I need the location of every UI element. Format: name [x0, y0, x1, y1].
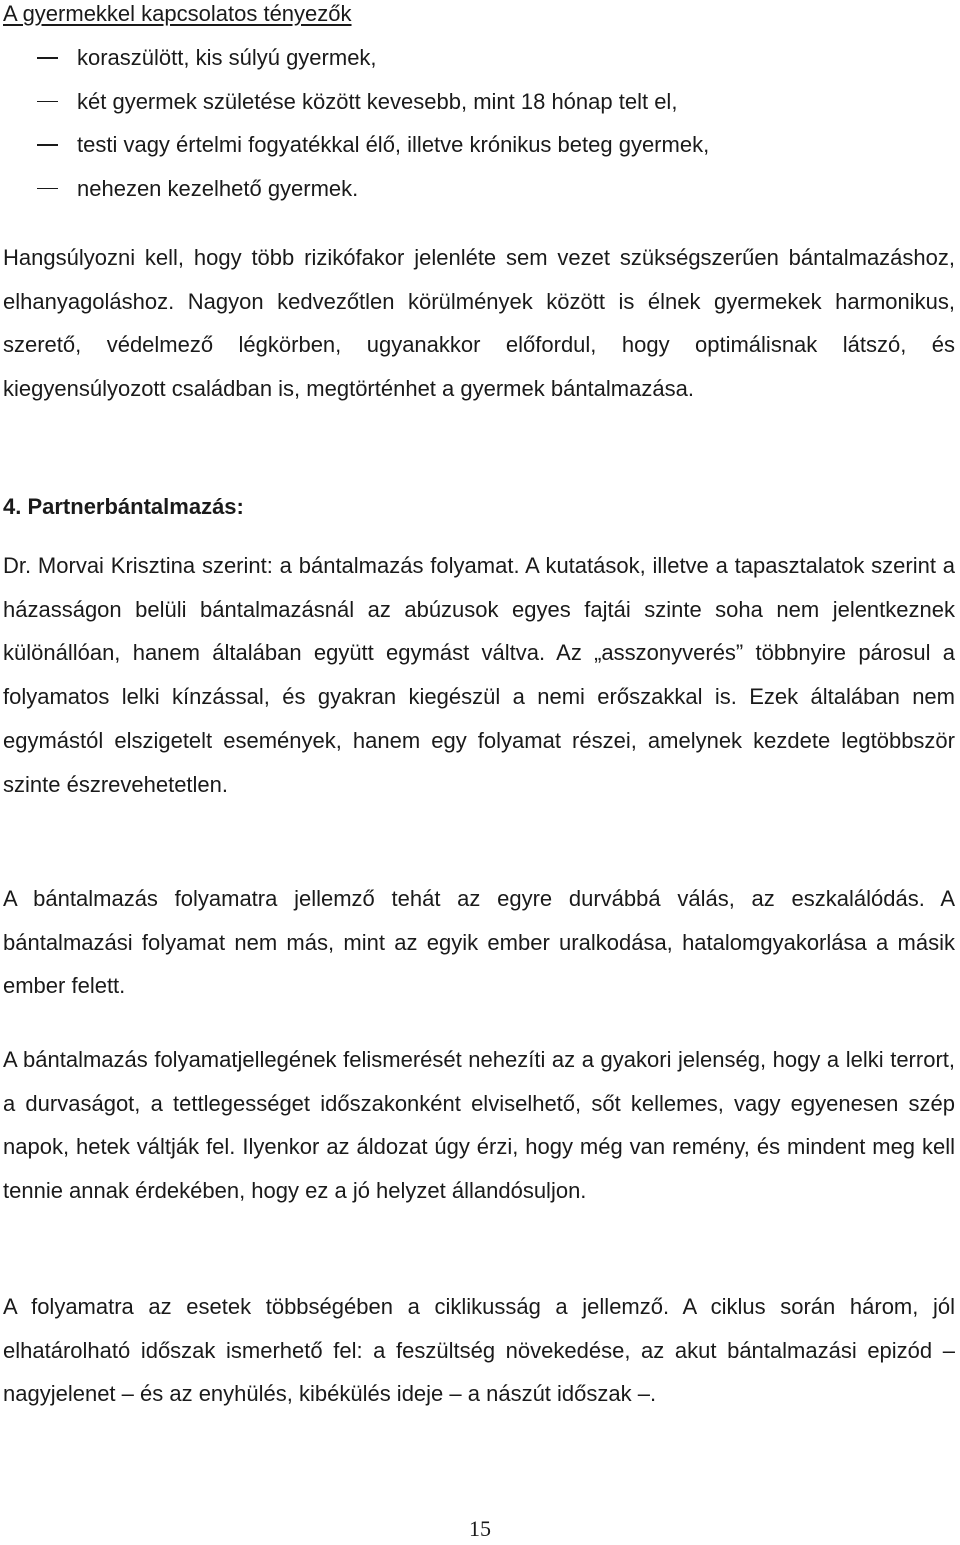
list-item-text: két gyermek születése között kevesebb, mint 18 hónap telt el,	[77, 88, 678, 114]
list-item	[0, 80, 709, 124]
paragraph-abuse-process: Dr. Morvai Krisztina szerint: a bántalmazás folyamat. A kutatások, illetve a tapasztalatok szerint a házasságon belüli bántalmazásnál az abúzusok egyes fajtái szinte soha nem jelentkeznek különállóan, hanem általában együtt egymást váltva. Az „asszonyverés” többnyire párosul a folyamatos lelki kínzással, és gyakran kiegészül a nemi erőszakkal is. Ezek általában nem egymástól elszigetelt események, hanem egy folyamat részei, amelynek kezdete legtöbbször szinte észrevehetetlen.	[3, 553, 955, 797]
dash-bullet-icon	[37, 144, 58, 146]
dash-bullet-icon	[37, 57, 58, 59]
section-title-partner-abuse: 4. Partnerbántalmazás:	[3, 494, 244, 519]
dash-bullet-icon	[37, 101, 58, 103]
list-item-text: koraszülött, kis súlyú gyermek,	[77, 45, 377, 70]
list-item	[0, 123, 709, 167]
paragraph-escalation: A bántalmazás folyamatra jellemző tehát az egyre durvábbá válás, az eszkalálódás. A bántalmazási folyamat nem más, mint az egyik ember uralkodása, hatalomgyakorlása a másik ember felett.	[3, 886, 955, 999]
paragraph-recognition: A bántalmazás folyamatjellegének felismerését nehezíti az a gyakori jelenség, hogy a lelki terrort, a durvaságot, a tettlegességet időszakonként elviselhető, sőt kellemes, vagy egyenesen szép napok, hetek váltják fel. Ilyenkor az áldozat úgy érzi, hogy még van remény, és mindent meg kell tennie annak érdekében, hogy ez a jó helyzet állandósuljon.	[3, 1047, 955, 1204]
paragraph-cycle: A folyamatra az esetek többségében a ciklikusság a jellemző. A ciklus során három, jól elhatárolható időszak ismerhető fel: a feszültség növekedése, az akut bántalmazási epizód – nagyjelenet – és az enyhülés, kibékülés ideje – a nászút időszak –.	[3, 1294, 955, 1407]
dash-bullet-icon	[37, 188, 58, 190]
list-item-text: testi vagy értelmi fogyatékkal élő, illetve krónikus beteg gyermek,	[77, 132, 710, 157]
paragraph-risk-factors-note: Hangsúlyozni kell, hogy több rizikófakor jelenléte sem vezet szükségszerűen bántalmazáshoz, elhanyagoláshoz. Nagyon kedvezőtlen körülmények között is élnek gyermekek harmonikus, szerető, védelmező légkörben, ugyanakkor előfordul, hogy optimálisnak látszó, és kiegyensúlyozott családban is, megtörténhet a gyermek bántalmazása.	[3, 245, 955, 402]
risk-factor-list	[0, 36, 709, 210]
heading-child-factors: A gyermekkel kapcsolatos tényezők	[3, 1, 352, 26]
list-item-text: nehezen kezelhető gyermek.	[77, 175, 359, 201]
list-item	[0, 167, 709, 211]
page-number: 15	[469, 1516, 491, 1541]
list-item	[0, 36, 709, 80]
